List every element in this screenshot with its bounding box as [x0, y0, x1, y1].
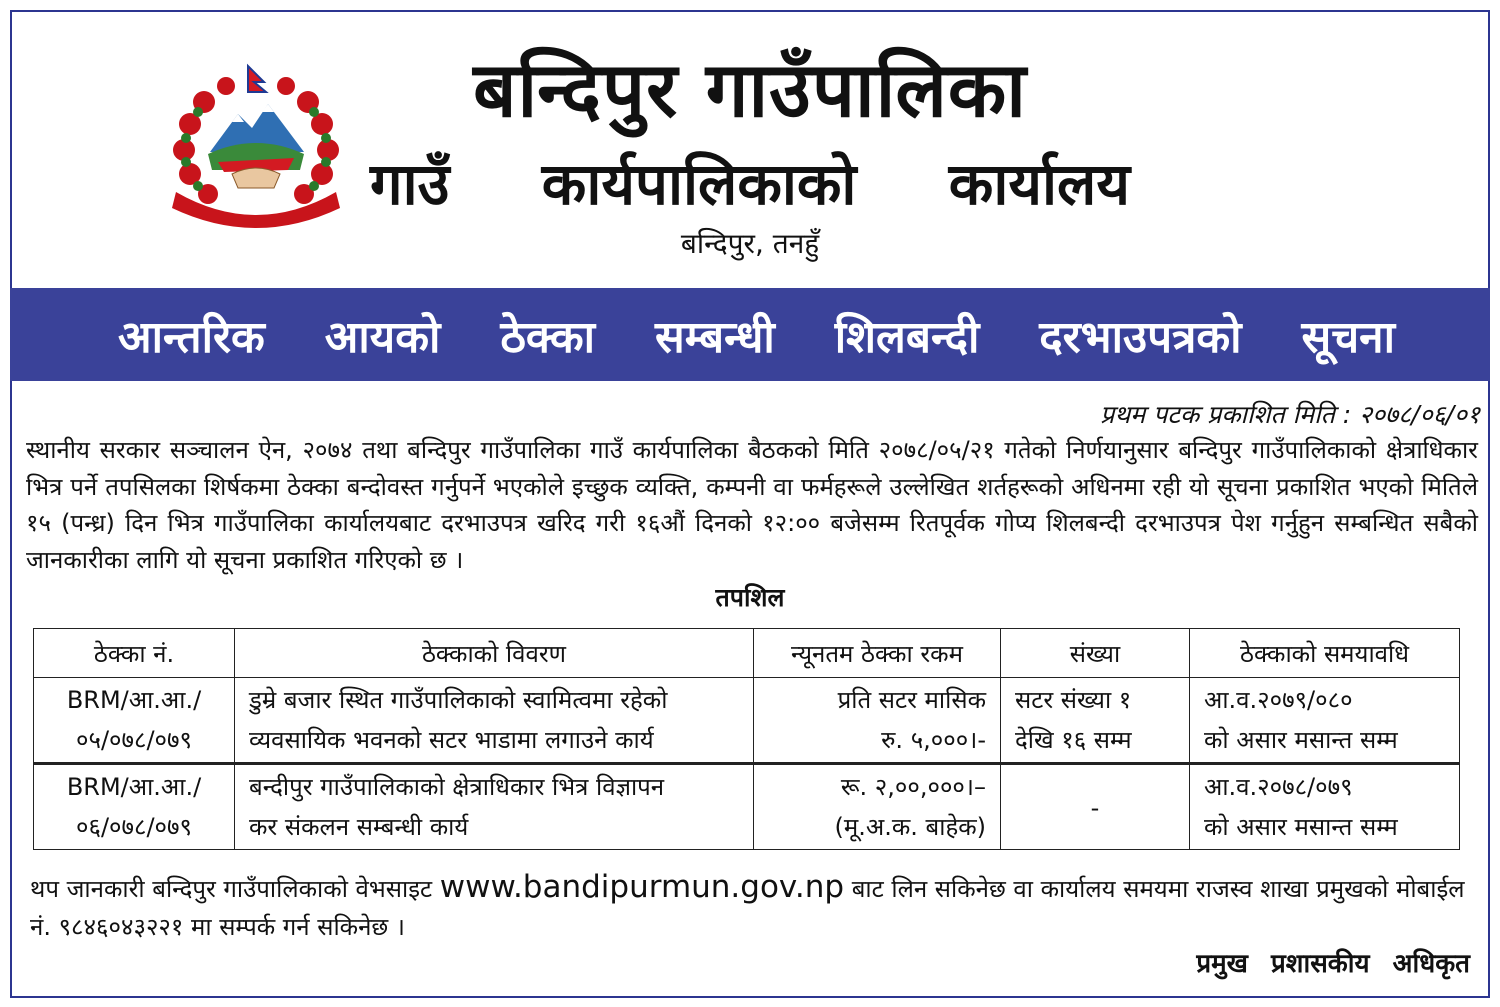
- cell-line: -: [1090, 794, 1100, 822]
- banner-word: आन्तरिक: [118, 311, 265, 363]
- cell-line: आ.व.२०७८/०७९: [1204, 773, 1353, 801]
- column-header: संख्या: [1001, 629, 1190, 678]
- cell-line: BRM/आ.आ./: [66, 773, 202, 801]
- cell-line: को असार मसान्त सम्म: [1204, 813, 1398, 841]
- cell-line: प्रति सटर मासिक: [837, 686, 986, 714]
- cell-line: रू. २,००,०००।–: [840, 773, 986, 801]
- column-header: ठेक्का नं.: [34, 629, 235, 678]
- tender-number-cell: [34, 764, 235, 850]
- column-header: न्यूनतम ठेक्का रकम: [754, 629, 1001, 678]
- tender-description-cell: [235, 678, 754, 764]
- cell-line: व्यवसायिक भवनको सटर भाडामा लगाउने कार्य: [249, 726, 654, 754]
- tender-table: [33, 628, 1460, 850]
- banner-word: सूचना: [1301, 311, 1395, 363]
- period-cell: [1190, 764, 1460, 850]
- banner-word: सम्बन्धी: [654, 311, 775, 363]
- office-name-word: गाउँ: [370, 150, 450, 218]
- cell-line: को असार मसान्त सम्म: [1204, 726, 1398, 754]
- cell-line: कर संकलन सम्बन्धी कार्य: [249, 813, 469, 841]
- footer-info-text: बाट लिन सकिनेछ वा कार्यालय समयमा राजस्व शाखा प्रमुखको मोबाईल नं. ९८४६०४३२२१ मा सम्पर्क गर्न सकिनेछ ।: [30, 875, 1465, 941]
- cell-line: डुम्रे बजार स्थित गाउँपालिकाको स्वामित्वमा रहेको: [249, 686, 668, 714]
- cell-line: सटर संख्या १: [1015, 686, 1132, 714]
- notice-banner: [10, 288, 1490, 381]
- office-name-word: कार्यपालिकाको: [541, 150, 857, 218]
- cell-line: BRM/आ.आ./: [66, 686, 202, 714]
- banner-word: शिलबन्दी: [834, 311, 980, 363]
- tender-description-cell: [235, 764, 754, 850]
- signature-title: प्रमुख प्रशासकीय अधिकृत: [1196, 949, 1470, 979]
- cell-line: ०६/०७८/०७९: [75, 813, 192, 841]
- tender-number-cell: [34, 678, 235, 764]
- publish-date: प्रथम पटक प्रकाशित मिति : २०७८/०६/०१: [1100, 400, 1480, 429]
- count-cell: [1001, 678, 1190, 764]
- table-row: [34, 678, 1460, 764]
- column-header: ठेक्काको विवरण: [235, 629, 754, 678]
- cell-line: ०५/०७८/०७९: [75, 726, 192, 754]
- municipality-name: बन्दिपुर गाउँपालिका: [473, 45, 1027, 134]
- website-link[interactable]: www.bandipurmun.gov.np: [439, 869, 845, 905]
- table-row: [34, 764, 1460, 850]
- cell-line: (मू.अ.क. बाहेक): [834, 813, 986, 841]
- footer-info: [30, 868, 1470, 946]
- cell-line: आ.व.२०७९/०८०: [1204, 686, 1353, 714]
- cell-line: बन्दीपुर गाउँपालिकाको क्षेत्राधिकार भित्र विज्ञापन: [249, 773, 665, 801]
- notice-body: स्थानीय सरकार सञ्चालन ऐन, २०७४ तथा बन्दिपुर गाउँपालिका गाउँ कार्यपालिका बैठकको मिति २०७८/०५/२१ गतेको निर्णयानुसार बन्दिपुर गाउँपालिकाको क्षेत्राधिकार भित्र पर्ने तपसिलका शिर्षकमा ठेक्का बन्दोवस्त गर्नुपर्ने भएकोले इच्छुक व्यक्ति, कम्पनी वा फर्महरूले उल्लेखित शर्तहरूको अधिनमा रही यो सूचना प्रकाशित भएको मितिले १५ (पन्ध्र) दिन भित्र गाउँपालिका कार्यालयबाट दरभाउपत्र खरिद गरी १६औं दिनको १२:०० बजेसम्म रितपूर्वक गोप्य शिलबन्दी दरभाउपत्र पेश गर्नुहुन सम्बन्धित सबैको जानकारीका लागि यो सूचना प्रकाशित गरिएको छ ।: [26, 436, 1478, 574]
- footer-info-text: थप जानकारी बन्दिपुर गाउँपालिकाको वेभसाइट: [30, 875, 433, 903]
- period-cell: [1190, 678, 1460, 764]
- cell-line: देखि १६ सम्म: [1015, 726, 1132, 754]
- banner-word: ठेक्का: [500, 311, 596, 363]
- banner-word: आयको: [324, 311, 441, 363]
- min-amount-cell: [754, 678, 1001, 764]
- office-name-word: कार्यालय: [948, 150, 1130, 218]
- banner-word: दरभाउपत्रको: [1039, 311, 1242, 363]
- office-name: [370, 144, 1130, 224]
- office-address: बन्दिपुर, तनहुँ: [680, 227, 820, 260]
- count-cell: [1001, 764, 1190, 850]
- cell-line: रु. ५,०००।-: [881, 726, 986, 754]
- column-header: ठेक्काको समयावधि: [1190, 629, 1460, 678]
- min-amount-cell: [754, 764, 1001, 850]
- schedule-heading: तपशिल: [715, 583, 785, 612]
- table-header-row: [34, 629, 1460, 678]
